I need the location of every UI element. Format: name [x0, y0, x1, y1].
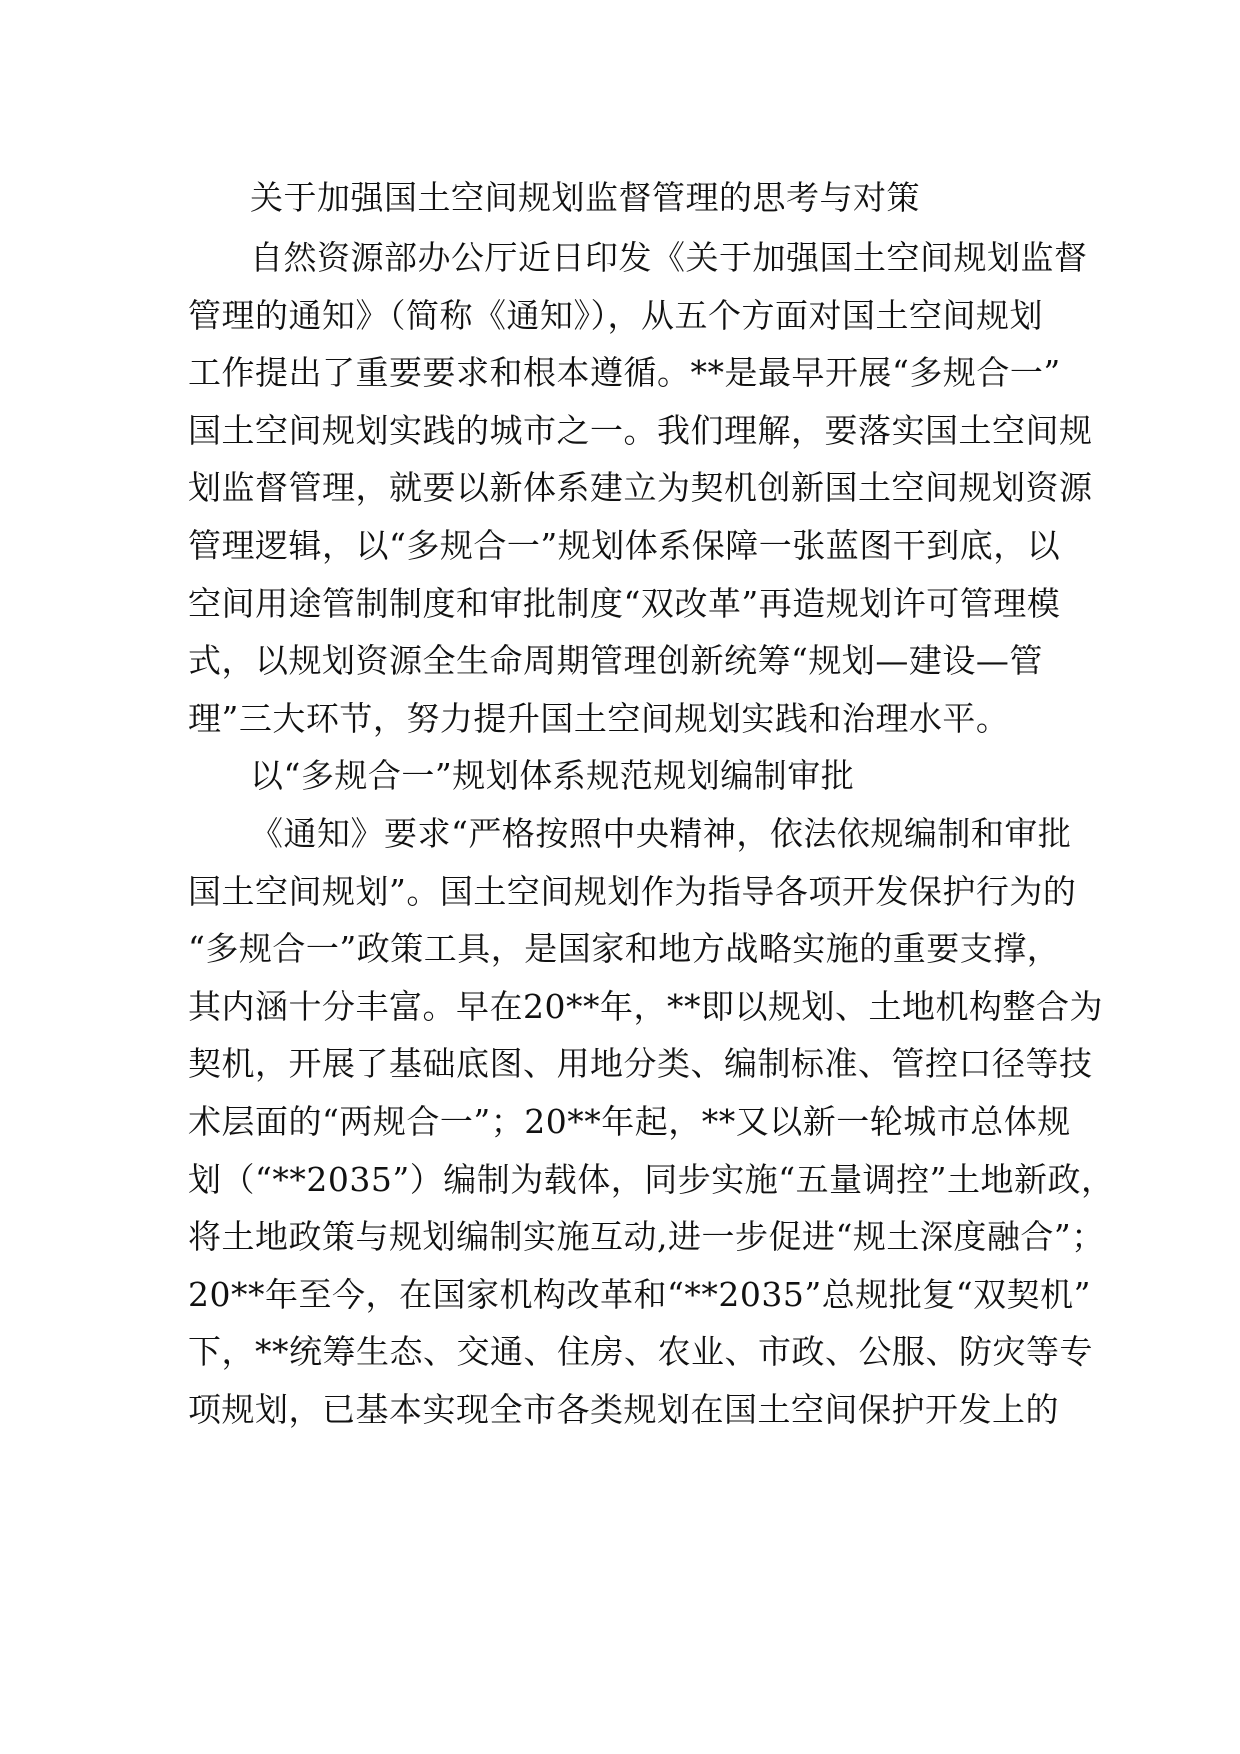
paragraph-line: 工作提出了重要要求和根本遵循。**是最早开展“多规合一” — [188, 353, 1061, 392]
paragraph-line: 项规划，已基本实现全市各类规划在国土空间保护开发上的 — [188, 1390, 1059, 1429]
paragraph-line: 划（“**2035”）编制为载体，同步实施“五量调控”土地新政， — [188, 1160, 1115, 1199]
paragraph-line: 式，以规划资源全生命周期管理创新统筹“规划—建设—管 — [188, 641, 1043, 680]
paragraph-line: 管理的通知》（简称《通知》），从五个方面对国土空间规划 — [188, 296, 1043, 335]
paragraph-line: 《通知》要求“严格按照中央精神，依法依规编制和审批 — [250, 814, 1072, 853]
paragraph-line: “多规合一”政策工具，是国家和地方战略实施的重要支撑， — [188, 929, 1061, 968]
paragraph-line: 划监督管理，就要以新体系建立为契机创新国土空间规划资源 — [188, 468, 1093, 507]
paragraph-line: 20**年至今，在国家机构改革和“**2035”总规批复“双契机” — [188, 1275, 1091, 1314]
paragraph-line: 下，**统筹生态、交通、住房、农业、市政、公服、防灾等专 — [188, 1332, 1093, 1371]
paragraph-line: 将土地政策与规划编制实施互动,进一步促进“规土深度融合”； — [188, 1217, 1105, 1256]
paragraph-line: 契机，开展了基础底图、用地分类、编制标准、管控口径等技 — [188, 1044, 1093, 1083]
paragraph-line: 理”三大环节，努力提升国土空间规划实践和治理水平。 — [188, 699, 1010, 738]
paragraph-line: 空间用途管制制度和审批制度“双改革”再造规划许可管理模 — [188, 584, 1061, 623]
document-title: 关于加强国土空间规划监督管理的思考与对策 — [250, 178, 920, 217]
section-heading: 以“多规合一”规划体系规范规划编制审批 — [250, 756, 855, 795]
paragraph-line: 其内涵十分丰富。早在20**年，**即以规划、土地机构整合为 — [188, 987, 1103, 1026]
paragraph-line: 管理逻辑，以“多规合一”规划体系保障一张蓝图干到底，以 — [188, 526, 1061, 565]
paragraph-line: 国土空间规划实践的城市之一。我们理解，要落实国土空间规 — [188, 411, 1093, 450]
paragraph-line: 自然资源部办公厅近日印发《关于加强国土空间规划监督 — [250, 238, 1088, 277]
paragraph-line: 国土空间规划”。国土空间规划作为指导各项开发保护行为的 — [188, 872, 1077, 911]
paragraph-line: 术层面的“两规合一”；20**年起，**又以新一轮城市总体规 — [188, 1102, 1071, 1141]
